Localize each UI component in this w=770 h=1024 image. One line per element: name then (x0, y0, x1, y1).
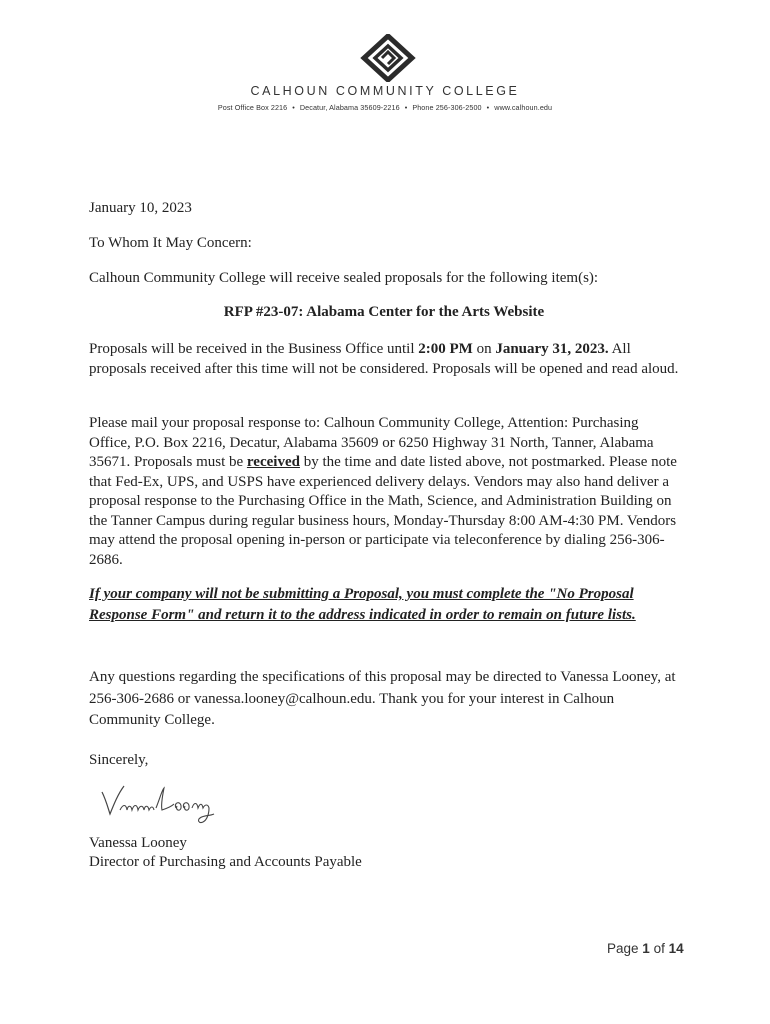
page-total: 14 (668, 941, 684, 956)
signer-title: Director of Purchasing and Accounts Payable (89, 854, 362, 870)
college-address: Post Office Box 2216 • Decatur, Alabama 35609-2216 • Phone 256-306-2500 • www.calhoun.edu (217, 103, 553, 112)
para1-suffix: All proposals received after this time will not be considered. Proposals will be opened and read aloud. (89, 341, 679, 377)
address-website[interactable]: www.calhoun.edu (494, 103, 553, 112)
closing: Sincerely, (89, 752, 149, 768)
rfp-title: RFP #23-07: Alabama Center for the Arts Website (223, 304, 545, 320)
para1-prefix: Proposals will be received in the Business Office until (89, 341, 419, 357)
college-name: CALHOUN COMMUNITY COLLEGE (250, 84, 520, 98)
para2-prefix: Please mail your proposal response to: Calhoun Community College, Attention: Purchasing Office, P.O. Box 2216, Decatur, Alabama 35609 or 6250 Highway 31 North, Tanner, Alabama 35671. Proposals must be (89, 415, 654, 470)
questions-paragraph: Any questions regarding the specifications of this proposal may be directed to Vanessa Looney, at 256-306-2686 or vanessa.looney@calhoun.edu. Thank you for your interest in Calhoun Community College. (89, 669, 676, 728)
received-emphasis: received (246, 454, 300, 470)
page-label: Page (607, 941, 639, 956)
no-proposal-notice: If your company will not be submitting a Proposal, you must complete the "No Proposal Response Form" and return it to the address indicated in order to remain on future lists. (89, 586, 636, 623)
page-number (607, 941, 684, 956)
para2-suffix: by the time and date listed above, not postmarked. Please note that Fed-Ex, UPS, and USPS have experienced delivery delays. Vendors may also hand deliver a proposal response to the Purchasing Office in the Math, Science, and Administration Building on the Tanner Campus during regular business hours, Monday-Thursday 8:00 AM-4:30 PM. Vendors may attend the proposal opening in-person or participate via teleconference by dialing 256-306-2686. (89, 454, 677, 568)
deadline-time: 2:00 PM (418, 341, 473, 357)
letter-date: January 10, 2023 (89, 200, 192, 216)
mailing-paragraph (89, 414, 679, 570)
signature-image (98, 778, 238, 826)
deadline-paragraph (89, 340, 679, 379)
intro-paragraph: Calhoun Community College will receive sealed proposals for the following item(s): (89, 270, 599, 286)
address-city: Decatur, Alabama 35609-2216 (299, 103, 400, 112)
deadline-date: January 31, 2023. (495, 341, 609, 357)
page-current: 1 (642, 941, 650, 956)
para1-mid: on (472, 341, 496, 357)
page-of: of (653, 941, 665, 956)
address-po-box: Post Office Box 2216 (217, 103, 288, 112)
calhoun-logo-icon (360, 34, 416, 82)
signer-name: Vanessa Looney (89, 835, 187, 851)
address-phone: Phone 256-306-2500 (412, 103, 482, 112)
salutation: To Whom It May Concern: (89, 235, 252, 251)
